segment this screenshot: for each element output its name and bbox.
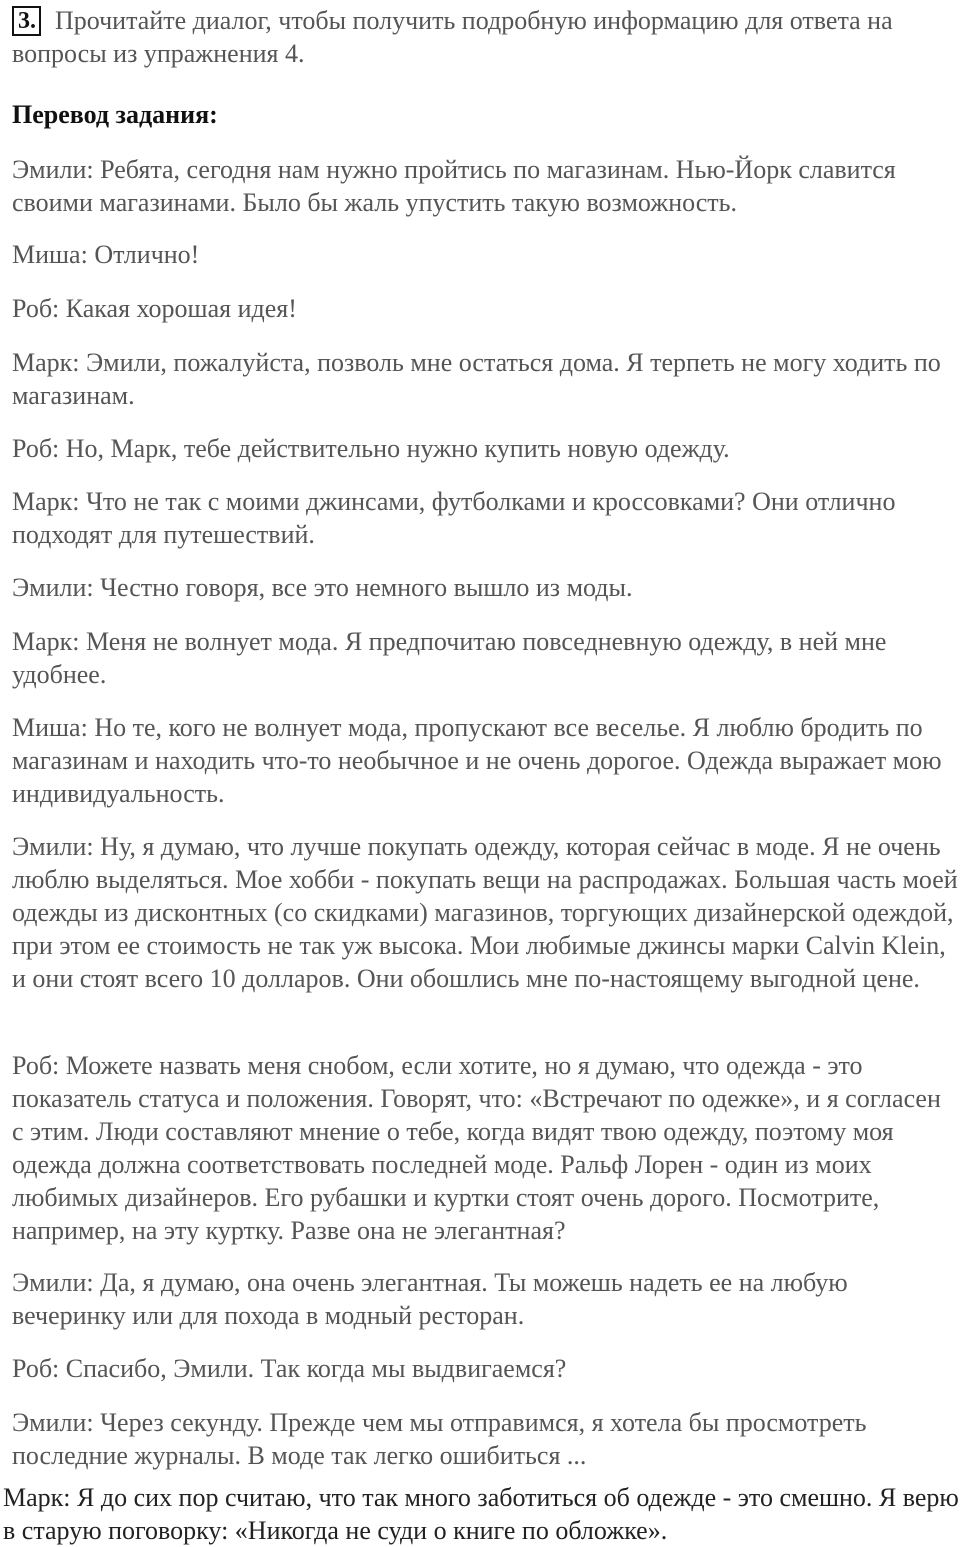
dialogue-line-mark-4: Марк: Я до сих пор считаю, что так много заботиться об одежде - это смешно. Я верю в старую поговорку: «Никогда не суди о книге по обложке». (3, 1483, 959, 1545)
dialogue-line-rob-3: Роб: Можете назвать меня снобом, если хотите, но я думаю, что одежда - это показатель статуса и положения. Говорят, что: «Встречают по одежке», и я согласен с этим. Люди составляют мнение о тебе, когда видят твою одежду, поэтому моя одежда должна соответствовать последней моде. Ральф Лорен - один из моих любимых дизайнеров. Его рубашки и куртки стоят очень дорого. Посмотрите, например, на эту куртку. Разве она не элегантная? (12, 1051, 941, 1245)
task-instruction: Прочитайте диалог, чтобы получить подробную информацию для ответа на вопросы из упражнения 4. (12, 6, 893, 68)
dialogue-line-emily-2: Эмили: Честно говоря, все это немного вышло из моды. (12, 573, 633, 602)
dialogue-line-rob-4: Роб: Спасибо, Эмили. Так когда мы выдвигаемся? (12, 1354, 567, 1383)
dialogue-line-mark-2: Марк: Что не так с моими джинсами, футболками и кроссовками? Они отлично подходят для путешествий. (12, 487, 896, 549)
dialogue-line-rob-1: Роб: Какая хорошая идея! (12, 294, 297, 323)
dialogue-line-emily-4: Эмили: Да, я думаю, она очень элегантная. Ты можешь надеть ее на любую вечеринку или для похода в модный ресторан. (12, 1268, 848, 1330)
dialogue-line-emily-1: Эмили: Ребята, сегодня нам нужно пройтись по магазинам. Нью-Йорк славится своими магазинами. Было бы жаль упустить такую возможность. (12, 155, 896, 217)
dialogue-line-misha-2: Миша: Но те, кого не волнует мода, пропускают все веселье. Я люблю бродить по магазинам и находить что-то необычное и не очень дорогое. Одежда выражает мою индивидуальность. (12, 713, 942, 808)
dialogue-line-emily-3: Эмили: Ну, я думаю, что лучше покупать одежду, которая сейчас в моде. Я не очень люблю выделяться. Мое хобби - покупать вещи на распродажах. Большая часть моей одежды из дисконтных (со скидками) магазинов, торгующих дизайнерской одеждой, при этом ее стоимость не так уж высока. Мои любимые джинсы марки Calvin Klein, и они стоят всего 10 долларов. Они обошлись мне по-настоящему выгодной цене. (12, 832, 958, 993)
dialogue-line-mark-3: Марк: Меня не волнует мода. Я предпочитаю повседневную одежду, в ней мне удобнее. (12, 627, 887, 689)
dialogue-line-misha-1: Миша: Отлично! (12, 240, 200, 269)
dialogue-line-mark-1: Марк: Эмили, пожалуйста, позволь мне остаться дома. Я терпеть не могу ходить по магазинам. (12, 348, 941, 410)
task-number-badge: 3. (12, 6, 41, 36)
dialogue-line-emily-5: Эмили: Через секунду. Прежде чем мы отправимся, я хотела бы просмотреть последние журналы. В моде так легко ошибиться ... (12, 1408, 867, 1470)
section-title: Перевод задания: (12, 100, 218, 129)
dialogue-line-rob-2: Роб: Но, Марк, тебе действительно нужно купить новую одежду. (12, 434, 730, 463)
task-header (12, 4, 960, 70)
